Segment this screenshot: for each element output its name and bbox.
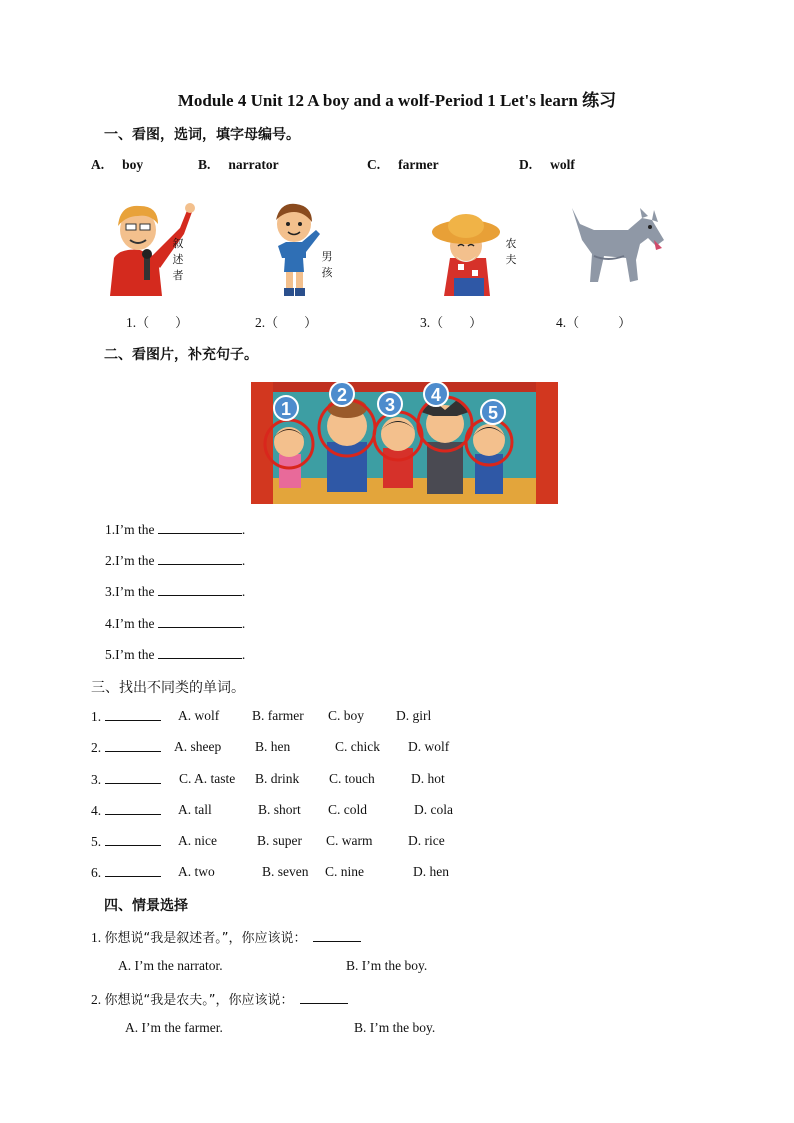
stage-picture <box>251 382 558 504</box>
choice: C. warm <box>326 833 373 848</box>
choice-b: B. I’m the boy. <box>354 1020 436 1035</box>
answer-line[interactable] <box>158 615 242 628</box>
option-c <box>367 157 439 173</box>
choice: C. cold <box>328 802 367 817</box>
option-a <box>91 157 143 173</box>
question-number: 1. <box>91 930 102 945</box>
answer-line[interactable] <box>300 991 348 1004</box>
marker-5: 5 <box>487 403 499 423</box>
sentence-text: I’m the <box>115 647 155 662</box>
answer-line[interactable] <box>158 646 242 659</box>
sentence-end: . <box>241 616 246 631</box>
question-number: 2. <box>91 992 102 1007</box>
odd-one-row-3 <box>91 771 161 788</box>
odd-one-row-2 <box>91 739 161 756</box>
sentence-text: I’m the <box>115 616 155 631</box>
choice: A. sheep <box>174 739 222 754</box>
section4-heading: 四、情景选择 <box>104 898 188 914</box>
sentence-number: 1. <box>105 522 116 537</box>
answer-number: 2. <box>255 315 266 330</box>
farmer-picture <box>430 208 502 298</box>
row-number: 3. <box>91 772 102 787</box>
boy-picture <box>266 200 322 298</box>
picture-answer-2 <box>255 312 317 331</box>
row-number: 6. <box>91 865 102 880</box>
answer-line[interactable] <box>158 521 242 534</box>
choice: D. hot <box>411 771 445 786</box>
answer-line[interactable] <box>158 583 242 596</box>
option-b <box>198 157 279 173</box>
option-letter: A. <box>91 157 105 172</box>
sentence-number: 5. <box>105 647 116 662</box>
option-word: farmer <box>398 157 439 172</box>
choice: A. two <box>178 864 215 879</box>
answer-blank[interactable]: （ ） <box>430 316 483 331</box>
choice: B. seven <box>262 864 309 879</box>
question-prompt: 你想说“我是农夫。”，你应该说： <box>104 993 294 1008</box>
choice: B. drink <box>255 771 300 786</box>
choice: B. super <box>257 833 302 848</box>
answer-number: 4. <box>556 315 567 330</box>
sentence-text: I’m the <box>115 584 155 599</box>
choice-a: A. I’m the farmer. <box>125 1020 223 1035</box>
choice: A. wolf <box>178 708 220 723</box>
marker-4: 4 <box>430 385 442 405</box>
sentence-1 <box>105 521 245 538</box>
picture-answer-3 <box>420 312 482 331</box>
section2-heading: 二、看图片，补充句子。 <box>104 347 258 363</box>
choice: C. boy <box>328 708 365 723</box>
choice: D. wolf <box>408 739 450 754</box>
option-d <box>519 157 575 173</box>
sentence-number: 4. <box>105 616 116 631</box>
wolf-picture <box>568 200 668 286</box>
answer-blank[interactable]: （ ） <box>136 316 189 331</box>
answer-line[interactable] <box>158 552 242 565</box>
row-number: 4. <box>91 803 102 818</box>
odd-one-row-5 <box>91 833 161 850</box>
sentence-4 <box>105 615 245 632</box>
scenario-question-2 <box>91 989 348 1008</box>
choice-b: B. I’m the boy. <box>346 958 428 973</box>
scenario-question-1 <box>91 927 361 946</box>
boy-label: 男 孩 <box>321 250 333 279</box>
choice: C. touch <box>329 771 375 786</box>
sentence-2 <box>105 552 245 569</box>
answer-blank[interactable]: （ ） <box>566 316 632 331</box>
choice: C. A. taste <box>179 771 236 786</box>
sentence-number: 3. <box>105 584 116 599</box>
sentence-5 <box>105 646 245 663</box>
choice: D. hen <box>413 864 449 879</box>
answer-line[interactable] <box>105 771 161 784</box>
odd-one-row-6 <box>91 864 161 881</box>
choice: B. hen <box>255 739 291 754</box>
odd-one-row-4 <box>91 802 161 819</box>
marker-2: 2 <box>336 385 348 405</box>
sentence-number: 2. <box>105 553 116 568</box>
option-word: boy <box>122 157 144 172</box>
question-prompt: 你想说“我是叙述者。”，你应该说： <box>104 931 307 946</box>
choice: A. nice <box>178 833 217 848</box>
row-number: 5. <box>91 834 102 849</box>
marker-1: 1 <box>280 399 292 419</box>
farmer-label: 农 夫 <box>505 237 517 266</box>
sentence-end: . <box>241 584 246 599</box>
odd-one-row-1 <box>91 708 161 725</box>
answer-line[interactable] <box>105 833 161 846</box>
picture-answer-1 <box>126 312 188 331</box>
answer-line[interactable] <box>105 739 161 752</box>
answer-line[interactable] <box>105 708 161 721</box>
choice: C. chick <box>335 739 380 754</box>
row-number: 1. <box>91 709 102 724</box>
option-letter: B. <box>198 157 211 172</box>
choice: B. short <box>258 802 301 817</box>
answer-line[interactable] <box>313 929 361 942</box>
choice: D. cola <box>414 802 453 817</box>
picture-answer-4 <box>556 312 631 331</box>
choice: C. nine <box>325 864 364 879</box>
narrator-label: 叙 述 者 <box>172 237 184 282</box>
sentence-text: I’m the <box>115 553 155 568</box>
choice: A. tall <box>178 802 212 817</box>
choice: D. rice <box>408 833 445 848</box>
sentence-end: . <box>241 553 246 568</box>
sentence-end: . <box>241 522 246 537</box>
sentence-text: I’m the <box>115 522 155 537</box>
choice: D. girl <box>396 708 432 723</box>
option-letter: C. <box>367 157 381 172</box>
page-title: Module 4 Unit 12 A boy and a wolf-Period 1 Let's learn 练习 <box>177 91 617 110</box>
option-word: narrator <box>228 157 279 172</box>
answer-blank[interactable]: （ ） <box>265 316 318 331</box>
section3-heading: 三、找出不同类的单词。 <box>91 680 245 696</box>
section1-heading: 一、看图，选词，填字母编号。 <box>104 127 300 143</box>
option-word: wolf <box>550 157 575 172</box>
sentence-end: . <box>241 647 246 662</box>
choice: B. farmer <box>252 708 304 723</box>
answer-number: 3. <box>420 315 431 330</box>
answer-number: 1. <box>126 315 137 330</box>
marker-3: 3 <box>384 395 396 415</box>
choice-a: A. I’m the narrator. <box>118 958 223 973</box>
answer-line[interactable] <box>105 802 161 815</box>
sentence-3 <box>105 583 245 600</box>
option-letter: D. <box>519 157 533 172</box>
answer-line[interactable] <box>105 864 161 877</box>
row-number: 2. <box>91 740 102 755</box>
